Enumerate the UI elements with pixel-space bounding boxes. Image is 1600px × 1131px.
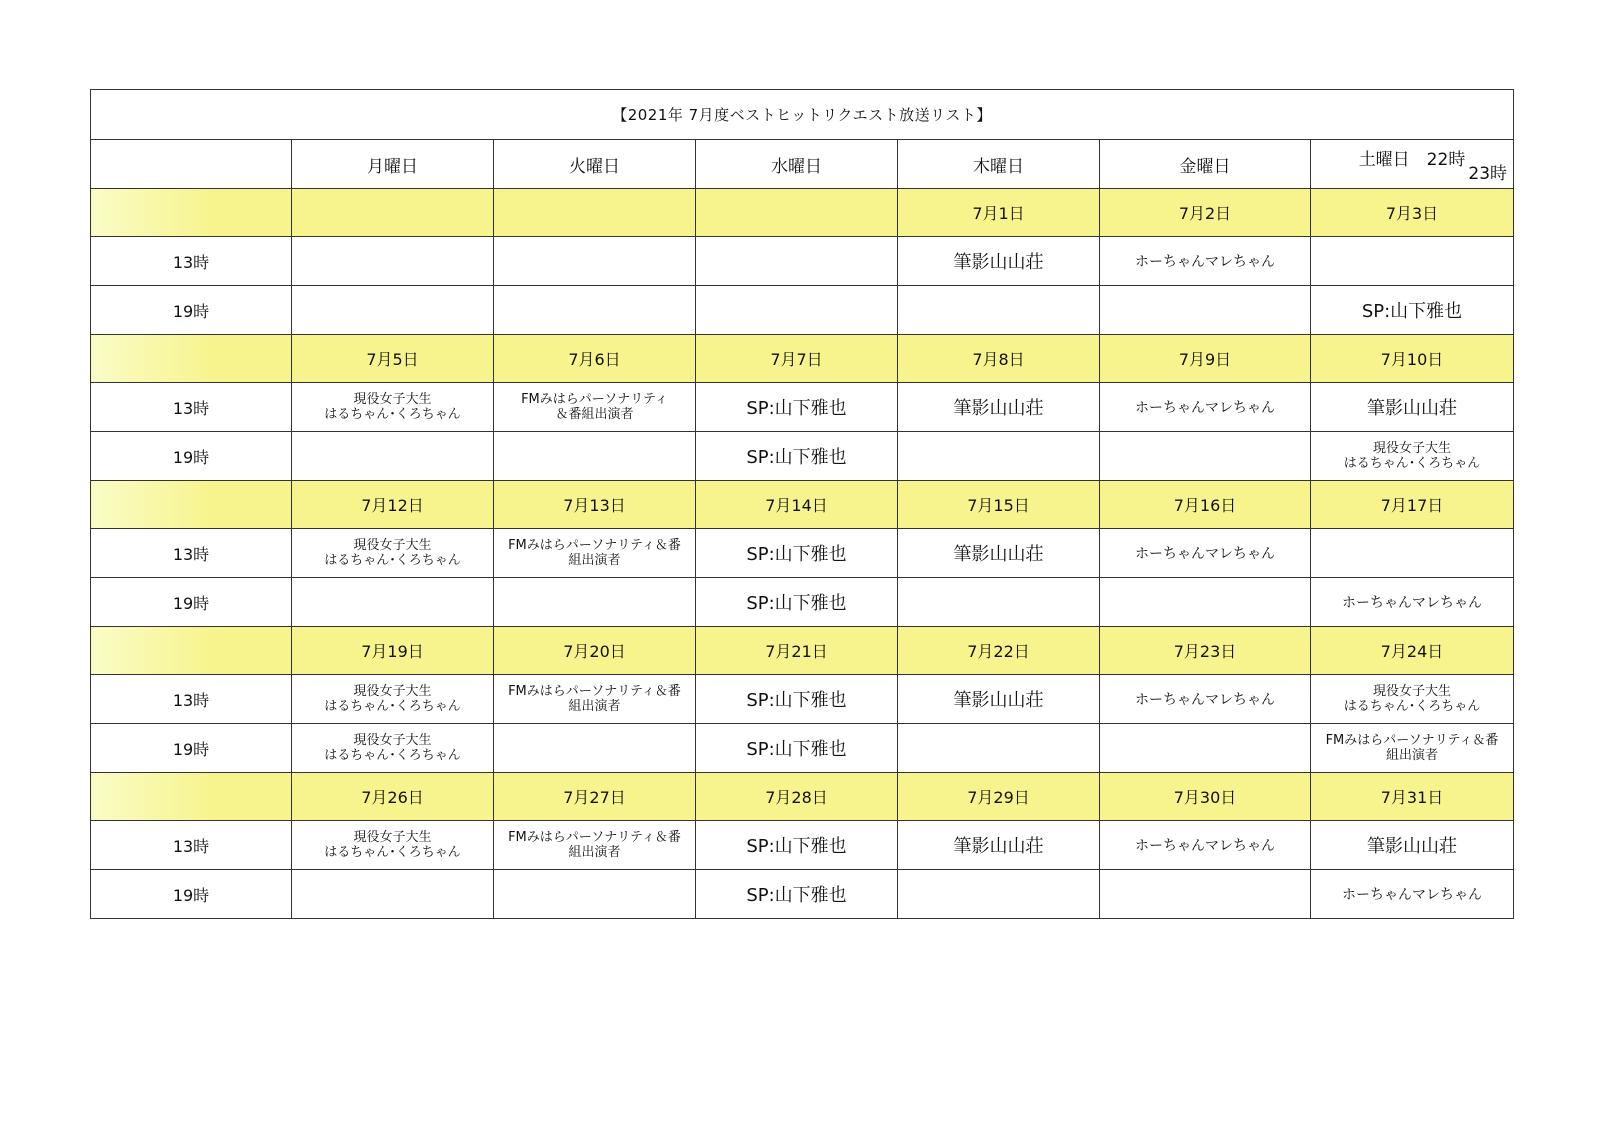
program-cell-mon bbox=[292, 870, 494, 919]
program-cell-wed bbox=[696, 383, 898, 432]
program-name: SP:山下雅也 bbox=[746, 885, 847, 906]
program-name: SP:山下雅也 bbox=[746, 593, 847, 614]
program-cell-mon bbox=[292, 383, 494, 432]
program-cell-fri bbox=[1100, 578, 1311, 627]
program-name: はるちゃん･くろちゃん bbox=[324, 748, 461, 763]
date-cell-mon: 7月26日 bbox=[292, 773, 494, 821]
program-cell-wed bbox=[696, 432, 898, 481]
date-cell-sat: 7月31日 bbox=[1311, 773, 1514, 821]
program-cell-fri bbox=[1100, 529, 1311, 578]
header-saturday-time: 23時 bbox=[1468, 164, 1508, 184]
date-cell-thu: 7月8日 bbox=[898, 335, 1100, 383]
date-row bbox=[91, 481, 1514, 529]
program-cell-mon bbox=[292, 724, 494, 773]
weekday-header-row bbox=[91, 140, 1514, 189]
date-row bbox=[91, 773, 1514, 821]
date-cell-fri: 7月2日 bbox=[1100, 189, 1311, 237]
time-slot-row bbox=[91, 578, 1514, 627]
time-slot-row bbox=[91, 383, 1514, 432]
time-label: 19時 bbox=[91, 724, 292, 773]
program-cell-wed bbox=[696, 675, 898, 724]
program-name: FMみはらパーソナリティ bbox=[521, 392, 668, 407]
program-cell-sat bbox=[1311, 821, 1514, 870]
program-name: 現役女子大生 bbox=[353, 684, 432, 699]
date-cell-thu: 7月29日 bbox=[898, 773, 1100, 821]
program-cell-fri bbox=[1100, 870, 1311, 919]
program-cell-fri bbox=[1100, 821, 1311, 870]
program-name: 筆影山山荘 bbox=[953, 252, 1044, 273]
time-slot-row bbox=[91, 286, 1514, 335]
program-name: 現役女子大生 bbox=[353, 392, 432, 407]
program-name: 筆影山山荘 bbox=[953, 836, 1044, 857]
program-name: 筆影山山荘 bbox=[1367, 398, 1457, 419]
program-name: 筆影山山荘 bbox=[953, 544, 1044, 565]
program-cell-thu bbox=[898, 529, 1100, 578]
program-cell-sat bbox=[1311, 529, 1514, 578]
header-wednesday: 水曜日 bbox=[696, 140, 898, 189]
program-cell-thu bbox=[898, 286, 1100, 335]
date-row-label bbox=[91, 773, 292, 821]
program-name: 筆影山山荘 bbox=[953, 398, 1044, 419]
program-cell-sat bbox=[1311, 237, 1514, 286]
date-cell-fri: 7月30日 bbox=[1100, 773, 1311, 821]
program-cell-wed bbox=[696, 578, 898, 627]
program-name: 現役女子大生 bbox=[353, 733, 432, 748]
program-cell-tue bbox=[494, 724, 696, 773]
program-name: 組出演者 bbox=[568, 553, 621, 568]
program-cell-wed bbox=[696, 237, 898, 286]
program-name: ホーちゃんマレちゃん bbox=[1135, 692, 1275, 708]
date-cell-sat: 7月10日 bbox=[1311, 335, 1514, 383]
time-label: 13時 bbox=[91, 383, 292, 432]
date-cell-thu: 7月1日 bbox=[898, 189, 1100, 237]
program-cell-thu bbox=[898, 870, 1100, 919]
program-name: 筆影山山荘 bbox=[1367, 836, 1457, 857]
program-cell-mon bbox=[292, 237, 494, 286]
program-cell-fri bbox=[1100, 383, 1311, 432]
program-name: 組出演者 bbox=[1386, 748, 1439, 763]
date-cell-wed: 7月14日 bbox=[696, 481, 898, 529]
date-cell-sat: 7月24日 bbox=[1311, 627, 1514, 675]
program-cell-sat bbox=[1311, 675, 1514, 724]
program-cell-wed bbox=[696, 529, 898, 578]
time-label: 19時 bbox=[91, 432, 292, 481]
program-name: ホーちゃんマレちゃん bbox=[1135, 838, 1275, 854]
time-label: 19時 bbox=[91, 286, 292, 335]
header-corner bbox=[91, 140, 292, 189]
time-label: 13時 bbox=[91, 529, 292, 578]
program-cell-wed bbox=[696, 821, 898, 870]
time-label: 13時 bbox=[91, 675, 292, 724]
program-cell-wed bbox=[696, 286, 898, 335]
date-row bbox=[91, 627, 1514, 675]
date-cell-wed: 7月7日 bbox=[696, 335, 898, 383]
program-cell-sat bbox=[1311, 383, 1514, 432]
program-name: 現役女子大生 bbox=[1373, 441, 1452, 456]
program-cell-wed bbox=[696, 724, 898, 773]
program-cell-wed bbox=[696, 870, 898, 919]
program-cell-thu bbox=[898, 237, 1100, 286]
date-row-label bbox=[91, 335, 292, 383]
program-name: FMみはらパーソナリティ＆番 bbox=[508, 830, 681, 845]
program-cell-thu bbox=[898, 383, 1100, 432]
program-name: 組出演者 bbox=[568, 845, 621, 860]
program-cell-sat bbox=[1311, 578, 1514, 627]
date-cell-fri: 7月9日 bbox=[1100, 335, 1311, 383]
program-name: 現役女子大生 bbox=[353, 538, 432, 553]
program-cell-fri bbox=[1100, 237, 1311, 286]
program-cell-mon bbox=[292, 578, 494, 627]
program-name: 筆影山山荘 bbox=[953, 690, 1044, 711]
program-cell-tue bbox=[494, 529, 696, 578]
time-slot-row bbox=[91, 237, 1514, 286]
date-cell-mon bbox=[292, 189, 494, 237]
program-cell-sat bbox=[1311, 870, 1514, 919]
program-cell-thu bbox=[898, 675, 1100, 724]
date-cell-fri: 7月23日 bbox=[1100, 627, 1311, 675]
program-name: SP:山下雅也 bbox=[746, 690, 847, 711]
program-name: はるちゃん･くろちゃん bbox=[1343, 699, 1481, 714]
date-row-label bbox=[91, 189, 292, 237]
time-label: 19時 bbox=[91, 578, 292, 627]
date-cell-tue: 7月6日 bbox=[494, 335, 696, 383]
program-name: SP:山下雅也 bbox=[746, 739, 847, 760]
program-cell-tue bbox=[494, 432, 696, 481]
program-name: ホーちゃんマレちゃん bbox=[1342, 595, 1482, 611]
date-cell-thu: 7月22日 bbox=[898, 627, 1100, 675]
program-cell-sat bbox=[1311, 432, 1514, 481]
program-name: SP:山下雅也 bbox=[1361, 301, 1463, 322]
program-cell-fri bbox=[1100, 432, 1311, 481]
program-cell-thu bbox=[898, 724, 1100, 773]
program-name: ホーちゃんマレちゃん bbox=[1135, 400, 1275, 416]
program-cell-tue bbox=[494, 578, 696, 627]
program-name: SP:山下雅也 bbox=[746, 544, 847, 565]
program-cell-fri bbox=[1100, 675, 1311, 724]
time-label: 13時 bbox=[91, 821, 292, 870]
time-label: 19時 bbox=[91, 870, 292, 919]
header-monday: 月曜日 bbox=[292, 140, 494, 189]
program-name: はるちゃん･くろちゃん bbox=[324, 407, 461, 422]
program-name: 組出演者 bbox=[568, 699, 621, 714]
header-tuesday: 火曜日 bbox=[494, 140, 696, 189]
date-cell-sat: 7月3日 bbox=[1311, 189, 1514, 237]
program-cell-thu bbox=[898, 578, 1100, 627]
title-row bbox=[91, 90, 1514, 140]
program-cell-tue bbox=[494, 383, 696, 432]
program-name: SP:山下雅也 bbox=[746, 836, 847, 857]
program-name: はるちゃん･くろちゃん bbox=[324, 553, 461, 568]
program-name: FMみはらパーソナリティ＆番 bbox=[508, 684, 681, 699]
program-name: はるちゃん･くろちゃん bbox=[324, 845, 461, 860]
broadcast-schedule-table bbox=[90, 89, 1514, 919]
date-cell-tue bbox=[494, 189, 696, 237]
date-cell-mon: 7月5日 bbox=[292, 335, 494, 383]
date-cell-wed: 7月28日 bbox=[696, 773, 898, 821]
date-row-label bbox=[91, 481, 292, 529]
program-cell-mon bbox=[292, 286, 494, 335]
date-row-label bbox=[91, 627, 292, 675]
program-cell-thu bbox=[898, 432, 1100, 481]
date-cell-tue: 7月13日 bbox=[494, 481, 696, 529]
program-cell-mon bbox=[292, 529, 494, 578]
program-name: ＆番組出演者 bbox=[555, 407, 634, 422]
header-saturday-label: 土曜日 22時 bbox=[1358, 150, 1466, 170]
date-cell-wed: 7月21日 bbox=[696, 627, 898, 675]
program-cell-sat bbox=[1311, 724, 1514, 773]
date-cell-fri: 7月16日 bbox=[1100, 481, 1311, 529]
time-slot-row bbox=[91, 724, 1514, 773]
date-row bbox=[91, 189, 1514, 237]
program-name: FMみはらパーソナリティ＆番 bbox=[508, 538, 681, 553]
program-name: ホーちゃんマレちゃん bbox=[1342, 887, 1482, 903]
time-slot-row bbox=[91, 432, 1514, 481]
program-cell-thu bbox=[898, 821, 1100, 870]
date-cell-wed bbox=[696, 189, 898, 237]
program-cell-tue bbox=[494, 870, 696, 919]
program-cell-tue bbox=[494, 286, 696, 335]
program-cell-mon bbox=[292, 675, 494, 724]
date-cell-mon: 7月12日 bbox=[292, 481, 494, 529]
program-name: 現役女子大生 bbox=[1373, 684, 1452, 699]
program-cell-mon bbox=[292, 821, 494, 870]
time-label: 13時 bbox=[91, 237, 292, 286]
time-slot-row bbox=[91, 821, 1514, 870]
program-cell-fri bbox=[1100, 724, 1311, 773]
program-cell-tue bbox=[494, 821, 696, 870]
program-name: SP:山下雅也 bbox=[746, 447, 847, 468]
header-saturday bbox=[1311, 140, 1514, 189]
program-name: ホーちゃんマレちゃん bbox=[1135, 254, 1275, 270]
program-name: はるちゃん･くろちゃん bbox=[1343, 456, 1481, 471]
program-cell-tue bbox=[494, 237, 696, 286]
document-title: 【2021年 7月度ベストヒットリクエスト放送リスト】 bbox=[91, 90, 1514, 140]
header-friday: 金曜日 bbox=[1100, 140, 1311, 189]
date-cell-tue: 7月27日 bbox=[494, 773, 696, 821]
header-thursday: 木曜日 bbox=[898, 140, 1100, 189]
time-slot-row bbox=[91, 870, 1514, 919]
program-name: SP:山下雅也 bbox=[746, 398, 847, 419]
date-cell-mon: 7月19日 bbox=[292, 627, 494, 675]
date-cell-sat: 7月17日 bbox=[1311, 481, 1514, 529]
time-slot-row bbox=[91, 529, 1514, 578]
program-name: はるちゃん･くろちゃん bbox=[324, 699, 461, 714]
time-slot-row bbox=[91, 675, 1514, 724]
program-name: FMみはらパーソナリティ＆番 bbox=[1325, 733, 1499, 748]
date-row bbox=[91, 335, 1514, 383]
program-name: 現役女子大生 bbox=[353, 830, 432, 845]
program-name: ホーちゃんマレちゃん bbox=[1135, 546, 1275, 562]
date-cell-thu: 7月15日 bbox=[898, 481, 1100, 529]
program-cell-sat bbox=[1311, 286, 1514, 335]
program-cell-fri bbox=[1100, 286, 1311, 335]
program-cell-mon bbox=[292, 432, 494, 481]
date-cell-tue: 7月20日 bbox=[494, 627, 696, 675]
program-cell-tue bbox=[494, 675, 696, 724]
